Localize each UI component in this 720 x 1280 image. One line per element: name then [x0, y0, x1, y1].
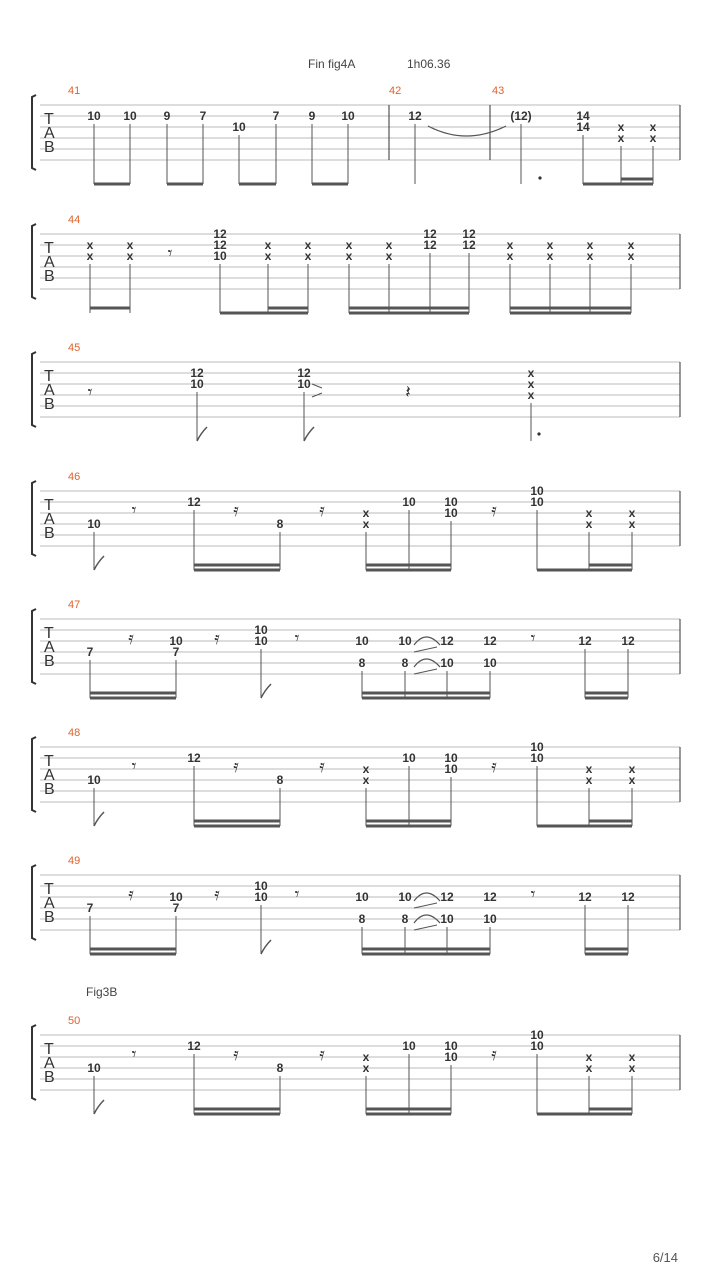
tab-clef-letter: B [44, 653, 55, 670]
dead-note: x [628, 773, 636, 787]
dead-note: x [628, 762, 636, 776]
system-bracket [32, 352, 36, 427]
rest-symbol: 𝄿 [128, 884, 134, 905]
tab-clef-letter: T [44, 497, 54, 514]
fret-number: 12 [190, 366, 204, 380]
note-flag [304, 427, 314, 441]
rest-symbol: 𝄾 [131, 756, 137, 777]
dead-note: x [304, 238, 312, 252]
dead-note: x [506, 249, 514, 263]
fret-number: 10 [254, 623, 268, 637]
tab-clef-letter: A [44, 511, 55, 528]
dead-note: x [506, 238, 514, 252]
fret-number: 12 [462, 238, 476, 252]
dead-note: x [385, 238, 393, 252]
fret-number: 10 [398, 634, 412, 648]
measure-number: 47 [68, 599, 81, 611]
dead-note: x [126, 249, 134, 263]
fret-number: 10 [483, 656, 497, 670]
dead-note: x [586, 238, 594, 252]
fret-number: 12 [483, 890, 497, 904]
measure-number: 48 [68, 727, 81, 739]
slide-line [414, 925, 437, 930]
fret-number: 10 [402, 751, 416, 765]
fin-fig4a-label: Fin fig4A [308, 57, 356, 71]
fret-number: 10 [123, 109, 137, 123]
dead-note: x [586, 249, 594, 263]
slide-line [414, 669, 437, 674]
fret-number: 10 [169, 634, 183, 648]
dead-note: x [264, 249, 272, 263]
fret-number: 10 [530, 751, 544, 765]
fret-number: 12 [213, 238, 227, 252]
fret-number: 7 [86, 645, 94, 659]
fret-number: 10 [341, 109, 355, 123]
page-number: 6/14 [652, 1250, 678, 1265]
fig3b-label: Fig3B [86, 985, 118, 999]
fret-number: 10 [530, 484, 544, 498]
fret-number: 10 [530, 740, 544, 754]
slide-line [414, 647, 437, 652]
fret-number: 10 [444, 1039, 458, 1053]
dead-note: x [527, 377, 535, 391]
tab-clef-letter: B [44, 396, 55, 413]
fret-number: 10 [297, 377, 311, 391]
tab-clef-letter: B [44, 909, 55, 926]
fret-number: 12 [440, 634, 454, 648]
rest-symbol: 𝄾 [131, 1044, 137, 1065]
note-flag [261, 940, 271, 954]
measure-number: 43 [492, 85, 505, 97]
tab-clef-letter: A [44, 1055, 55, 1072]
rest-symbol: 𝄾 [167, 243, 173, 264]
dead-note: x [304, 249, 312, 263]
fret-number: 10 [355, 634, 369, 648]
fret-number: 10 [87, 1061, 101, 1075]
fret-number: 10 [355, 890, 369, 904]
fret-number: 10 [444, 1050, 458, 1064]
dead-note: x [617, 131, 625, 145]
dead-note: x [362, 762, 370, 776]
rest-symbol: 𝄿 [233, 756, 239, 777]
rest-symbol: 𝄿 [491, 500, 497, 521]
fret-number: 12 [187, 1039, 201, 1053]
system-bracket [32, 95, 36, 170]
system-bracket [32, 224, 36, 299]
fret-number: 10 [530, 495, 544, 509]
rest-symbol: 𝄿 [214, 628, 220, 649]
timestamp-label: 1h06.36 [407, 57, 451, 71]
dead-note: x [527, 388, 535, 402]
measure-number: 46 [68, 471, 81, 483]
fret-number: 12 [408, 109, 422, 123]
tab-clef-letter: B [44, 268, 55, 285]
fret-number: 12 [187, 751, 201, 765]
dead-note: x [585, 517, 593, 531]
dead-note: x [628, 517, 636, 531]
tab-clef-letter: A [44, 767, 55, 784]
tab-clef-letter: A [44, 125, 55, 142]
fret-number: 10 [440, 912, 454, 926]
fret-number: 12 [483, 634, 497, 648]
tab-clef-letter: A [44, 639, 55, 656]
rest-symbol: 𝄿 [128, 628, 134, 649]
tab-clef-letter: A [44, 382, 55, 399]
tab-clef-letter: A [44, 895, 55, 912]
tab-clef-letter: T [44, 368, 54, 385]
dead-note: x [585, 1050, 593, 1064]
tab-clef-letter: B [44, 139, 55, 156]
fret-number: 10 [530, 1028, 544, 1042]
dead-note: x [649, 131, 657, 145]
rest-symbol: 𝄿 [214, 884, 220, 905]
tab-clef-letter: T [44, 881, 54, 898]
note-flag [94, 1100, 104, 1114]
dead-note: x [362, 1061, 370, 1075]
dead-note: x [362, 773, 370, 787]
fret-number: 12 [462, 227, 476, 241]
fret-number: 8 [358, 912, 366, 926]
fret-number: 12 [440, 890, 454, 904]
fret-number: 9 [308, 109, 316, 123]
rest-symbol: 𝄾 [530, 628, 536, 649]
rest-symbol: 𝄿 [319, 1044, 325, 1065]
dead-note: x [628, 1061, 636, 1075]
rest-symbol: 𝄿 [233, 500, 239, 521]
slide-line [414, 903, 437, 908]
fret-number: 10 [213, 249, 227, 263]
fret-number: 12 [621, 634, 635, 648]
fret-number: 8 [358, 656, 366, 670]
system-bracket [32, 737, 36, 812]
system-bracket [32, 481, 36, 556]
rest-symbol: 𝄾 [131, 500, 137, 521]
fret-number: 8 [276, 1061, 284, 1075]
measure-number: 49 [68, 855, 81, 867]
dead-note: x [362, 517, 370, 531]
fret-number: 10 [444, 751, 458, 765]
rest-symbol: 𝄾 [530, 884, 536, 905]
fret-number: 12 [578, 634, 592, 648]
note-flag [261, 684, 271, 698]
system-bracket [32, 865, 36, 940]
dead-note: x [527, 366, 535, 380]
rest-symbol: 𝄿 [319, 500, 325, 521]
fret-number: 8 [401, 656, 409, 670]
rest-symbol: 𝄽 [405, 382, 411, 403]
fret-number: 10 [402, 495, 416, 509]
fret-number: 12 [297, 366, 311, 380]
tab-clef-letter: T [44, 625, 54, 642]
tab-clef-letter: T [44, 240, 54, 257]
fret-number: 14 [576, 120, 590, 134]
fret-number: 12 [187, 495, 201, 509]
fret-number: 12 [423, 238, 437, 252]
dead-note: x [585, 773, 593, 787]
dead-note: x [86, 249, 94, 263]
dead-note: x [345, 238, 353, 252]
tab-clef-letter: T [44, 753, 54, 770]
fret-number: 7 [272, 109, 280, 123]
fret-number: 10 [444, 495, 458, 509]
fret-number: 10 [87, 517, 101, 531]
duration-dot [538, 176, 541, 179]
rest-symbol: 𝄾 [294, 884, 300, 905]
dead-note: x [649, 120, 657, 134]
dead-note: x [385, 249, 393, 263]
dead-note: x [628, 1050, 636, 1064]
fret-number: 10 [483, 912, 497, 926]
dead-note: x [628, 506, 636, 520]
tab-clef-letter: B [44, 1069, 55, 1086]
tab-clef-letter: B [44, 525, 55, 542]
fret-number: 7 [199, 109, 207, 123]
dead-note: x [585, 1061, 593, 1075]
dead-note: x [86, 238, 94, 252]
note-flag [94, 556, 104, 570]
measure-number: 42 [389, 85, 402, 97]
note-flag [197, 427, 207, 441]
fret-number: 10 [444, 506, 458, 520]
fret-number: 10 [254, 634, 268, 648]
dead-note: x [546, 249, 554, 263]
dead-note: x [546, 238, 554, 252]
measure-number: 45 [68, 342, 81, 354]
fret-number: 8 [276, 773, 284, 787]
fret-number: 10 [87, 109, 101, 123]
rest-symbol: 𝄿 [319, 756, 325, 777]
tab-clef-letter: B [44, 781, 55, 798]
note-flag [94, 812, 104, 826]
system-bracket [32, 1025, 36, 1100]
fret-number: (12) [510, 109, 532, 123]
fret-number: 7 [86, 901, 94, 915]
rest-symbol: 𝄿 [233, 1044, 239, 1065]
rest-symbol: 𝄿 [491, 756, 497, 777]
dead-note: x [617, 120, 625, 134]
fret-number: 14 [576, 109, 590, 123]
fret-number: 8 [401, 912, 409, 926]
fret-number: 10 [444, 762, 458, 776]
dead-note: x [585, 506, 593, 520]
fret-number: 10 [232, 120, 246, 134]
measure-number: 50 [68, 1015, 81, 1027]
dead-note: x [362, 1050, 370, 1064]
fret-number: 10 [254, 879, 268, 893]
dead-note: x [126, 238, 134, 252]
fret-number: 10 [440, 656, 454, 670]
fret-number: 10 [530, 1039, 544, 1053]
dead-note: x [627, 249, 635, 263]
fret-number: 10 [402, 1039, 416, 1053]
rest-symbol: 𝄿 [491, 1044, 497, 1065]
tab-clef-letter: T [44, 111, 54, 128]
duration-dot [537, 432, 540, 435]
fret-number: 10 [87, 773, 101, 787]
fret-number: 8 [276, 517, 284, 531]
fret-number: 10 [254, 890, 268, 904]
fret-number: 10 [398, 890, 412, 904]
dead-note: x [264, 238, 272, 252]
measure-number: 44 [68, 214, 81, 226]
system-bracket [32, 609, 36, 684]
dead-note: x [362, 506, 370, 520]
fret-number: 10 [169, 890, 183, 904]
fret-number: 10 [190, 377, 204, 391]
fret-number: 12 [213, 227, 227, 241]
fret-number: 12 [423, 227, 437, 241]
rest-symbol: 𝄾 [294, 628, 300, 649]
dead-note: x [585, 762, 593, 776]
tab-clef-letter: A [44, 254, 55, 271]
measure-number: 41 [68, 85, 81, 97]
fret-number: 7 [172, 645, 180, 659]
rest-symbol: 𝄾 [87, 382, 93, 403]
dead-note: x [627, 238, 635, 252]
tab-clef-letter: T [44, 1041, 54, 1058]
fret-number: 12 [578, 890, 592, 904]
dead-note: x [345, 249, 353, 263]
fret-number: 12 [621, 890, 635, 904]
fret-number: 9 [163, 109, 171, 123]
fret-number: 7 [172, 901, 180, 915]
